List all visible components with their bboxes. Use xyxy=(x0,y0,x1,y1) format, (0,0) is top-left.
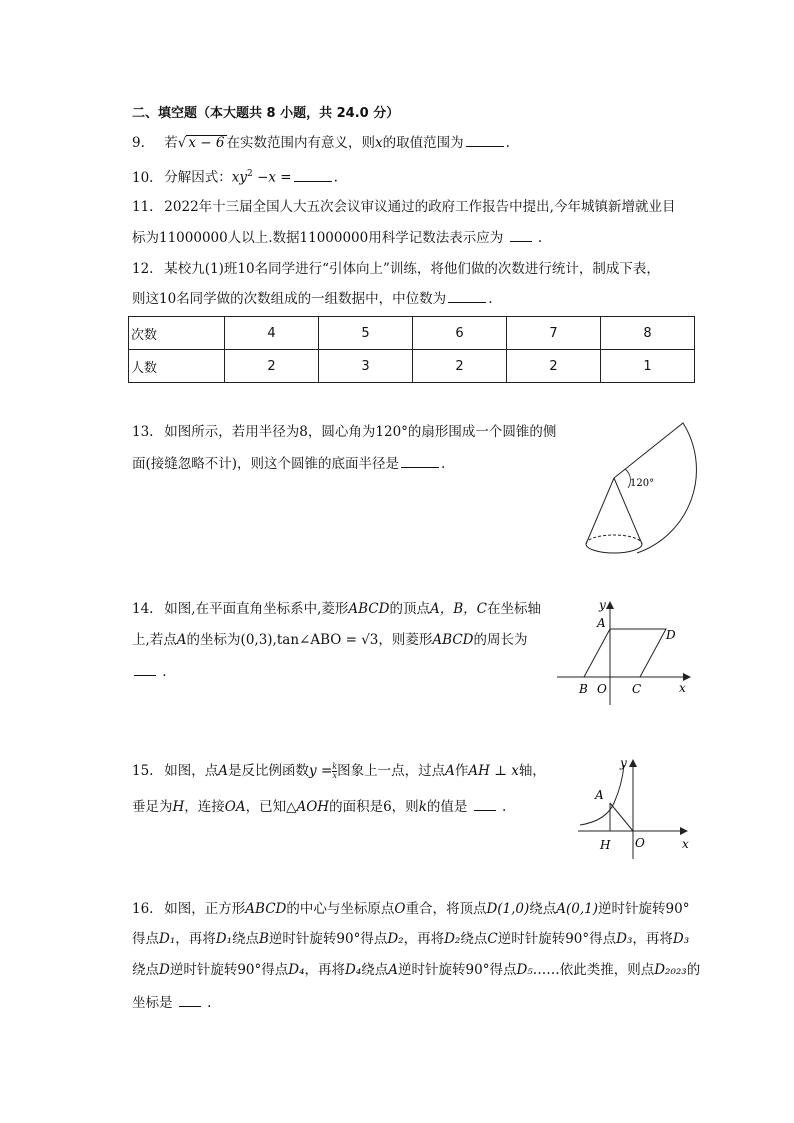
question-14-line-3 xyxy=(132,662,167,682)
table-cell: 2 xyxy=(507,350,601,383)
section-title: 二、填空题（本大题共 8 小题，共 24.0 分） xyxy=(132,106,400,121)
answer-blank[interactable] xyxy=(134,663,156,676)
table-cell: 6 xyxy=(413,317,507,350)
q15-func: y = xyxy=(309,763,333,779)
q16-text-9: 逆时针旋转90°得点 xyxy=(268,931,388,947)
question-16 xyxy=(132,899,689,919)
q16-text-15: 逆时针旋转90°得点 xyxy=(169,962,289,978)
fraction-denominator: x xyxy=(332,771,337,780)
q14-text-7: 的周长为 xyxy=(473,632,528,648)
q15-math: A xyxy=(218,763,229,779)
q16-math-14: D₄ xyxy=(288,962,305,978)
q16-math-11: D₃ xyxy=(616,931,633,947)
table-cell: 4 xyxy=(225,317,319,350)
q16-math-7: B xyxy=(259,931,269,947)
q16-math-4: A(0,1) xyxy=(556,901,599,917)
y-axis-arrow xyxy=(629,759,637,767)
q13-angle: 120° xyxy=(375,424,408,440)
q16-text-18: 逆时针旋转90°得点 xyxy=(398,962,517,978)
q13-text-4: 面(接缝忽略不计)，则这个圆锥的底面半径是 xyxy=(132,456,400,472)
question-number: 9. xyxy=(132,135,145,151)
q16-text-4: 绕点 xyxy=(529,901,557,917)
q10-end: . xyxy=(333,169,338,186)
origin-label: O xyxy=(597,682,607,696)
q15-math-2: A xyxy=(445,763,455,779)
q9-end: . xyxy=(505,135,510,151)
q16-text-6: 得点 xyxy=(132,931,159,947)
question-12 xyxy=(132,259,660,279)
q13-text-3: 的扇形围成一个圆锥的侧 xyxy=(407,424,557,440)
q14-text-4: 上,若点 xyxy=(132,632,177,648)
table-row xyxy=(129,317,695,350)
answer-blank[interactable] xyxy=(294,169,332,182)
table-cell: 8 xyxy=(601,317,695,350)
q10-expr: xy xyxy=(231,169,248,186)
q16-text-16: ，再将 xyxy=(304,962,346,978)
q16-text-12: 逆时针旋转90°得点 xyxy=(497,931,617,947)
question-number: 16. xyxy=(132,901,154,917)
q11-text-2: 用科学记数法表示应为 xyxy=(368,230,504,246)
q16-text-13: ，再将 xyxy=(632,931,673,947)
q14-text-5: 的坐标为 xyxy=(186,632,241,648)
q15-text-8: ，已知 xyxy=(245,799,287,815)
answer-blank[interactable] xyxy=(510,229,532,242)
q10-expr-2: −x = xyxy=(252,169,292,186)
inverse-function-figure xyxy=(572,755,696,863)
q14-sqrt: √3 xyxy=(361,632,379,648)
radical-sign: √ xyxy=(177,135,187,151)
y-label: y xyxy=(620,756,627,770)
q15-text-3: 图象上一点，过点 xyxy=(337,763,446,779)
q15-math-5: OA xyxy=(224,799,246,815)
q16-math-13: D xyxy=(159,962,170,978)
question-14-line-2 xyxy=(132,630,527,650)
table-row-label: 人数 xyxy=(129,350,225,383)
q15-text-10: 的值是 xyxy=(426,799,468,815)
question-13 xyxy=(132,422,556,442)
q13-radius: 8 xyxy=(299,424,308,440)
q12-text-2: 名同学做的次数组成的一组数据中，中位数为 xyxy=(176,291,447,307)
q15-text-2: 是反比例函数 xyxy=(228,763,310,779)
q16-text-17: 绕点 xyxy=(361,962,389,978)
q14-math-2: A，B，C xyxy=(429,601,487,617)
answer-blank[interactable] xyxy=(474,798,496,811)
q14-coord: (0,3),tan∠ABO = xyxy=(240,632,362,648)
q16-end: . xyxy=(207,995,212,1011)
q16-text-14: 绕点 xyxy=(132,962,159,978)
q16-text-21: 坐标是 xyxy=(132,995,173,1011)
q14-end: . xyxy=(162,664,167,680)
q16-text-2: 的中心与坐标原点 xyxy=(286,901,395,917)
answer-blank[interactable] xyxy=(401,455,439,468)
point-c-label: C xyxy=(632,682,642,696)
sector-outline xyxy=(614,423,696,553)
cone-left-edge xyxy=(586,478,614,544)
q9-text-2: 在实数范围内有意义，则 xyxy=(226,135,376,151)
table-row xyxy=(129,350,695,383)
q16-math-8: D₂ xyxy=(387,931,404,947)
origin-label: O xyxy=(635,836,645,850)
cone-sector-figure xyxy=(570,410,700,560)
q16-math-3: D(1,0) xyxy=(486,901,530,917)
q12-data-table xyxy=(128,316,695,383)
q15-text: 如图，点 xyxy=(164,763,219,779)
question-number: 14. xyxy=(132,601,154,617)
answer-blank[interactable] xyxy=(448,290,486,303)
cone-base-front xyxy=(586,544,642,553)
q16-math-6: D₁ xyxy=(215,931,232,947)
q16-math-2: O xyxy=(394,901,406,917)
q16-text-8: 绕点 xyxy=(232,931,259,947)
x-axis-arrow xyxy=(680,827,688,835)
q16-text-20: 的 xyxy=(686,962,701,978)
q16-text-19: ……依此类推，则点 xyxy=(532,962,655,978)
point-a-label: A xyxy=(595,788,604,802)
q9-var: x xyxy=(375,135,383,151)
rhombus-figure xyxy=(555,597,695,707)
question-15 xyxy=(132,761,546,781)
x-label: x xyxy=(682,837,689,851)
q12-end: . xyxy=(488,291,493,307)
question-number: 13. xyxy=(132,424,154,440)
point-a-label: A xyxy=(597,616,606,630)
q16-text: 如图，正方形 xyxy=(164,901,246,917)
q16-math-17: D₅ xyxy=(516,962,533,978)
q15-text-7: ，连接 xyxy=(184,799,225,815)
q16-math-16: A xyxy=(388,962,399,978)
q10-exponent: 2 xyxy=(247,169,253,179)
q15-math-4: H xyxy=(172,799,185,815)
q16-math-15: D₄ xyxy=(345,962,362,978)
rhombus-outline xyxy=(584,629,666,677)
table-cell: 7 xyxy=(507,317,601,350)
point-h-label: H xyxy=(600,838,611,852)
table-cell: 1 xyxy=(601,350,695,383)
q14-math-4: ABCD xyxy=(432,632,474,648)
q14-math-3: A xyxy=(176,632,187,648)
q15-end: . xyxy=(501,799,507,815)
q13-end: . xyxy=(441,456,446,472)
q16-math: ABCD xyxy=(245,901,287,917)
q12-number: 10 xyxy=(159,291,177,307)
question-number: 11. xyxy=(132,199,154,215)
table-cell: 5 xyxy=(319,317,413,350)
angle-label: 120° xyxy=(630,478,655,489)
point-d-label: D xyxy=(666,628,676,642)
q15-math-6: △AOH xyxy=(286,799,330,815)
q16-math-10: C xyxy=(487,931,498,947)
q16-text-10: ，再将 xyxy=(403,931,445,947)
x-label: x xyxy=(679,681,686,695)
question-number: 12. xyxy=(132,261,154,277)
q16-math-12: D₃ xyxy=(672,931,690,947)
q14-text-2: 的顶点 xyxy=(389,601,430,617)
table-row-label: 次数 xyxy=(129,317,225,350)
q13-text-2: ，圆心角为 xyxy=(307,424,376,440)
q15-math-3: AH ⊥ x xyxy=(468,763,519,779)
question-number: 15. xyxy=(132,763,154,779)
q11-line-1: 2022年十三届全国人大五次会议审议通过的政府工作报告中提出,今年城镇新增就业目 xyxy=(164,199,676,215)
cone-base-back xyxy=(586,535,642,544)
q9-text: 若 xyxy=(164,135,178,151)
question-14 xyxy=(132,599,541,619)
q9-text-3: 的取值范围为 xyxy=(382,135,464,151)
question-11 xyxy=(132,197,675,217)
q15-text-4: 作 xyxy=(454,763,469,779)
question-10 xyxy=(132,164,338,188)
q14-math: ABCD xyxy=(348,601,390,617)
q11-text: 标为11000000人以上.数据 xyxy=(132,230,300,246)
q16-text-7: ，再将 xyxy=(175,931,216,947)
point-b-label: B xyxy=(579,682,588,696)
q15-text-6: 垂足为 xyxy=(132,799,173,815)
question-16-line-2 xyxy=(132,929,689,949)
q16-text-3: 重合，将顶点 xyxy=(405,901,487,917)
q16-math-5: D₁ xyxy=(159,931,176,947)
table-cell: 2 xyxy=(413,350,507,383)
q11-number: 11000000 xyxy=(299,230,369,246)
table-cell: 3 xyxy=(319,350,413,383)
question-16-line-3 xyxy=(132,960,700,980)
q15-text-9: 的面积是6，则 xyxy=(329,799,419,815)
q16-text-5: 逆时针旋转90° xyxy=(598,901,690,917)
q14-text: 如图,在平面直角坐标系中,菱形 xyxy=(164,601,349,617)
question-16-line-4 xyxy=(132,993,211,1013)
question-number: 10. xyxy=(132,169,154,186)
q15-text-5: 轴， xyxy=(518,763,546,779)
table-cell: 2 xyxy=(225,350,319,383)
answer-blank[interactable] xyxy=(466,134,504,147)
question-15-line-2 xyxy=(132,797,506,817)
question-12-line-2 xyxy=(132,289,492,309)
q13-text: 如图所示，若用半径为 xyxy=(164,424,300,440)
q16-math-18: D₂₀₂₃ xyxy=(654,962,687,978)
x-axis-arrow xyxy=(683,673,691,681)
q9-radicand: x − 6 xyxy=(188,135,225,151)
question-9 xyxy=(132,133,510,153)
q10-text: 分解因式： xyxy=(164,169,232,186)
q14-text-6: ，则菱形 xyxy=(378,632,433,648)
answer-blank[interactable] xyxy=(179,994,201,1007)
q12-text: 则这 xyxy=(132,291,159,307)
question-13-line-2 xyxy=(132,454,445,474)
y-axis-arrow xyxy=(606,601,614,609)
q15-math-7: k xyxy=(418,799,427,815)
question-11-line-2 xyxy=(132,228,542,248)
q12-line-1: 某校九(1)班10名同学进行“引体向上”训练，将他们做的次数进行统计，制成下表， xyxy=(164,261,660,277)
q16-math-9: D₂ xyxy=(444,931,461,947)
q14-text-3: 在坐标轴 xyxy=(486,601,541,617)
q11-end: . xyxy=(537,230,543,246)
q16-text-11: 绕点 xyxy=(460,931,488,947)
segment-ao xyxy=(610,803,633,831)
y-label: y xyxy=(599,598,606,612)
fraction-numerator: k xyxy=(332,762,338,771)
